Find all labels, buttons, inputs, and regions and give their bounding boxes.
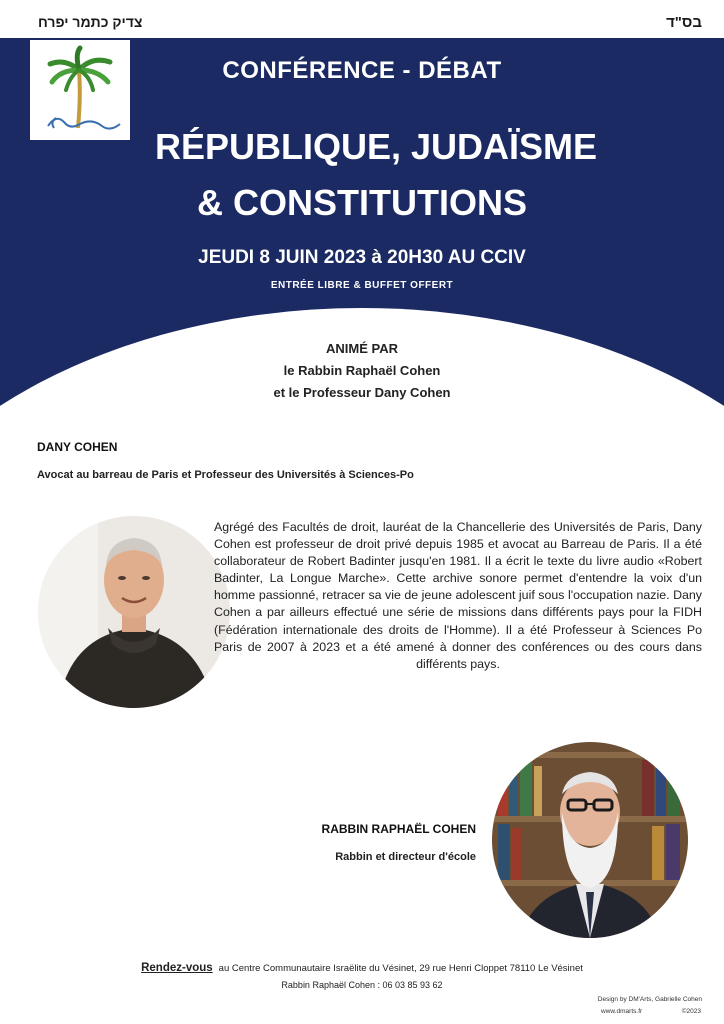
hosts-label: ANIMÉ PAR	[326, 341, 398, 356]
palm-logo-icon	[30, 40, 130, 140]
speaker1-bio: Agrégé des Facultés de droit, lauréat de la Chancellerie des Universités de Paris, Dany Cohen est professeur de droit privé depuis 1985 et avocat au Barreau de Paris. Il a été collaborateur de Robert Badinter jusqu'en 1981. Il a écrit le texte du livre audio «Robert Badinter, La Longue Marche». Cette archive sonore permet d'entendre la voix d'un homme passionné, retracer sa vie de jeune adolescent juif sous l'occupation nazie. Dany Cohen a par ailleurs effectué une série de missions dans différents pays pour la FIDH (Fédération internationale des droits de l'Homme). Il a été Professeur à Sciences Po Paris de 2007 à 2023 et a été amené à donner des conférences ou des cours dans différents pays.	[214, 520, 702, 671]
hosts-line1: le Rabbin Raphaël Cohen	[283, 363, 441, 378]
event-type: CONFÉRENCE - DÉBAT	[222, 57, 502, 84]
design-credit: Design by DM'Arts, Gabrielle Cohen	[597, 996, 702, 1003]
contact-phone: Rabbin Raphaël Cohen : 06 03 85 93 62	[281, 980, 443, 990]
venue-line	[0, 962, 724, 974]
event-date: JEUDI 8 JUIN 2023 à 20H30 AU CCIV	[198, 247, 526, 268]
event-title-line2: & CONSTITUTIONS	[197, 182, 527, 223]
speaker1-name: DANY COHEN	[37, 440, 118, 454]
hosts-line2: et le Professeur Dany Cohen	[273, 385, 451, 400]
credit-year: ©2023	[681, 1008, 701, 1015]
hebrew-motto: צדיק כתמר יפרח	[38, 14, 143, 30]
event-title-line1: RÉPUBLIQUE, JUDAÏSME	[154, 126, 598, 167]
top-strip	[0, 0, 724, 38]
rendezvous-label: Rendez-vous	[141, 962, 213, 974]
credit-site: www.dmarts.fr	[601, 1008, 643, 1015]
speaker2-name: RABBIN RAPHAËL COHEN	[321, 822, 476, 836]
speaker1-photo	[38, 516, 230, 708]
event-entry: ENTRÉE LIBRE & BUFFET OFFERT	[270, 280, 454, 291]
header-arch	[0, 308, 724, 458]
venue-address: au Centre Communautaire Israëlite du Vésinet, 29 rue Henri Cloppet 78110 Le Vésinet	[218, 963, 583, 974]
speaker2-photo	[492, 742, 688, 938]
speaker1-role: Avocat au barreau de Paris et Professeur des Universités à Sciences-Po	[37, 469, 414, 481]
speaker2-role: Rabbin et directeur d'école	[335, 851, 476, 863]
hebrew-bsd: בס"ד	[666, 14, 702, 31]
credit-footer	[601, 1008, 701, 1015]
